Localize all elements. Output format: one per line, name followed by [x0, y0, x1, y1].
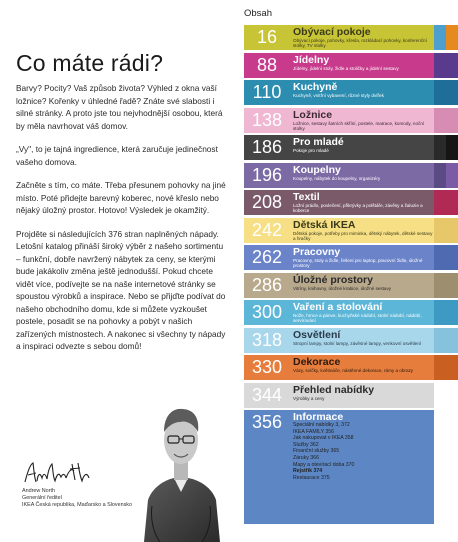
toc-section-description: Ložnice, sestavy šatních skříní, postele, matrace, komody, noční stolky: [293, 120, 425, 131]
signer-role: Generální ředitel: [22, 495, 62, 501]
toc-section-title: Kuchyně: [293, 81, 338, 93]
toc-color-tab: [434, 80, 446, 105]
toc-info-list: [293, 422, 354, 481]
toc-section-description: Pokoje pro mladé: [293, 148, 329, 153]
intro-paragraph: Začněte s tím, co máte. Třeba přesunem pohovky na jiné místo. Poté přidejte barevný koberec, nové křeslo nebo nějaký úložný prostor. Hotovo! Výsledek je okamžitý.: [16, 180, 226, 215]
toc-page-number: 196: [251, 164, 283, 185]
toc-color-tab: [434, 383, 446, 408]
toc-section-description: Výrobky a ceny: [293, 395, 325, 401]
toc-info-line[interactable]: Finanční služby 365: [293, 448, 340, 455]
toc-entry[interactable]: [244, 163, 458, 188]
toc-section-title: Pracovny: [293, 246, 341, 258]
toc-section-title: Textil: [293, 191, 320, 203]
toc-section-description: Kuchyně, vnitřní vybavení, různé styly dvířek: [293, 93, 384, 98]
toc-color-tab: [434, 163, 446, 188]
toc-page-number: 110: [252, 82, 282, 102]
toc-section-title: Pro mladé: [293, 136, 344, 148]
toc-entry[interactable]: [244, 25, 458, 50]
toc-entry[interactable]: [244, 328, 458, 353]
toc-color-tab: [434, 410, 446, 524]
toc-section-description: Vázy, svíčky, květináče, nástěnné dekorace, rámy a obrazy: [293, 368, 414, 373]
toc-page-number: 262: [251, 247, 283, 267]
toc-section-title: Vaření a stolování: [293, 301, 383, 313]
toc-color-tab: [446, 108, 458, 133]
toc-entry[interactable]: [244, 273, 458, 298]
toc-entry[interactable]: [244, 218, 458, 243]
toc-page-number: 242: [251, 219, 283, 240]
toc-section-title: Koupelny: [293, 163, 341, 176]
toc-section-description: Ložní prádlo, povlečení, přikrývky a polštáře, závěsy a žaluzie a koberce: [293, 203, 423, 214]
toc-section-title: Informace: [293, 411, 344, 423]
toc-section-title: Obývací pokoje: [293, 26, 371, 38]
toc-color-tab: [446, 190, 458, 215]
toc-section-description: Dětská pokoje, potřeby pro miminka, dětský nábytek, dětské sestavy a hračky: [293, 230, 433, 241]
toc-color-tab: [434, 190, 446, 215]
toc-section-description: Pracovny, stoly a židle, řešení pro laptop, pracovní židle, úložné prostory: [293, 258, 423, 269]
toc-info-line[interactable]: Mapy a otevírací doba 370: [293, 461, 355, 468]
toc-color-tab: [434, 135, 446, 160]
toc-color-tab: [434, 218, 446, 243]
toc-entry[interactable]: [244, 190, 458, 215]
intro-paragraph: Projděte si následujících 376 stran naplněných nápady. Letošní katalog přináší široký výběr z našeho sortimentu – funkční, dobře navržený nábytek za ceny, se kterými bude jakákoliv změna ještě jednodušší. Pokud chcete vidět více, podívejte se na naše internetové stránky se spoustou výrobků a inspirace. Nebo se přijďte podívat do našeho obchodního domu, kde si můžete vyzkoušet postele, posadit se na pohovky a pobýt v našich zařízených místnostech. A nakonec si všechny ty nápady a inspiraci odvezte s sebou domů!: [16, 228, 226, 351]
toc-section-description: Obývací pokoje, pohovky, křesla, rozkládací pohovky, konferenční stolky, TV stolky: [293, 38, 427, 49]
intro-column: [14, 0, 229, 542]
toc-color-tab: [446, 383, 458, 408]
intro-text: [16, 82, 229, 364]
toc-section-title: Osvětlení: [293, 328, 341, 341]
toc-color-tab: [434, 355, 446, 380]
toc-entry[interactable]: [244, 355, 458, 380]
toc-entry[interactable]: [244, 80, 458, 105]
toc-page-number: 318: [251, 329, 283, 350]
toc-section-title: Dětská IKEA: [293, 218, 356, 231]
toc-page-number: 330: [251, 357, 283, 377]
toc-color-tab: [446, 218, 458, 243]
signature-image: [22, 460, 102, 486]
toc-entry[interactable]: [244, 410, 458, 524]
toc-color-tab: [446, 135, 458, 160]
toc-color-tab: [434, 53, 446, 78]
toc-entry[interactable]: [244, 53, 458, 78]
toc-color-tab: [446, 410, 458, 524]
toc-page-number: 186: [251, 137, 283, 157]
toc-section-title: Přehled nabídky: [293, 383, 375, 396]
toc-color-tab: [446, 25, 458, 50]
toc-info-line[interactable]: Restaurace 375: [293, 474, 330, 481]
toc-color-tab: [434, 328, 446, 353]
toc-color-tab: [446, 80, 458, 105]
toc-section-description: Nože, hrnce a pánve, kuchyňské nádobí, stolní nádobí, nádobí, servírování: [293, 313, 422, 324]
toc-info-line[interactable]: Jak nakupovat v IKEA 358: [293, 435, 354, 442]
ceo-portrait-photo: [142, 396, 220, 542]
toc-color-tab: [446, 300, 458, 325]
toc-section-title: Jídelny: [293, 53, 330, 66]
toc-info-line[interactable]: Rejstřík 374: [293, 468, 323, 475]
toc-page-number: 286: [251, 274, 283, 295]
toc-info-line[interactable]: Speciální nabídky 3, 372: [293, 422, 350, 428]
toc-page-number: 356: [251, 412, 283, 432]
toc-info-line[interactable]: Služby 362: [293, 441, 319, 448]
toc-section-title: Úložné prostory: [293, 273, 373, 286]
toc-entry[interactable]: [244, 135, 458, 160]
toc-info-line[interactable]: Záruky 366: [293, 454, 319, 461]
toc-color-tab: [434, 25, 446, 50]
toc-color-tab: [446, 355, 458, 380]
toc-color-tab: [446, 53, 458, 78]
toc-color-tab: [446, 245, 458, 270]
toc-color-tab: [434, 245, 446, 270]
toc-entry[interactable]: [244, 383, 458, 408]
intro-paragraph: Barvy? Pocity? Vaš způsob života? Výhled z okna vaší ložnice? Kořenky v úhledné řadě? Znáte své slabosti i silné stránky. A proto jste tou nejvhodnější osobou, která by měla navrhovat váš domov.: [16, 83, 223, 131]
toc-color-tab: [446, 163, 458, 188]
toc-entry[interactable]: [244, 300, 458, 325]
page-heading: Co máte rádi?: [16, 50, 164, 76]
signer-name: Andrew North: [22, 488, 55, 494]
toc-section-description: Koupelny, nábytek do koupelny, organizéry: [293, 175, 381, 181]
signature-caption: [22, 488, 147, 509]
toc-page-number: 208: [251, 192, 283, 212]
toc-section-title: Dekorace: [293, 356, 341, 368]
toc-page-number: 300: [251, 302, 283, 322]
toc-entry[interactable]: [244, 245, 458, 270]
toc-color-tab: [434, 300, 446, 325]
toc-entry[interactable]: [244, 108, 458, 133]
toc-info-line[interactable]: IKEA FAMILY 356: [293, 428, 335, 435]
signer-org: IKEA Česká republika, Maďarsko a Slovensko: [22, 502, 132, 508]
intro-paragraph: „Vy", to je tajná ingredience, která zaručuje jedinečnost vašeho domova.: [16, 144, 218, 167]
toc-page-number: 16: [256, 27, 278, 47]
toc-color-tab: [446, 328, 458, 353]
toc-page-number: 88: [256, 54, 278, 75]
toc-title: Obsah: [244, 8, 272, 19]
toc-color-tab: [434, 273, 446, 298]
toc-section-description: Jídelny, jídelní stoly, židle a stoličky a jídelní sestavy: [293, 65, 399, 71]
toc-page-number: 138: [251, 109, 283, 130]
toc-section-description: Stropní lampy, stolní lampy, závěsné lampy, venkovní osvětlení: [293, 340, 422, 346]
toc-section-title: Ložnice: [293, 108, 333, 121]
toc-color-tab: [446, 273, 458, 298]
toc-color-tab: [434, 108, 446, 133]
toc-section-description: Vitríny, knihovny, úložné krabice, úložné sestavy: [293, 285, 392, 291]
toc-page-number: 344: [251, 384, 283, 405]
